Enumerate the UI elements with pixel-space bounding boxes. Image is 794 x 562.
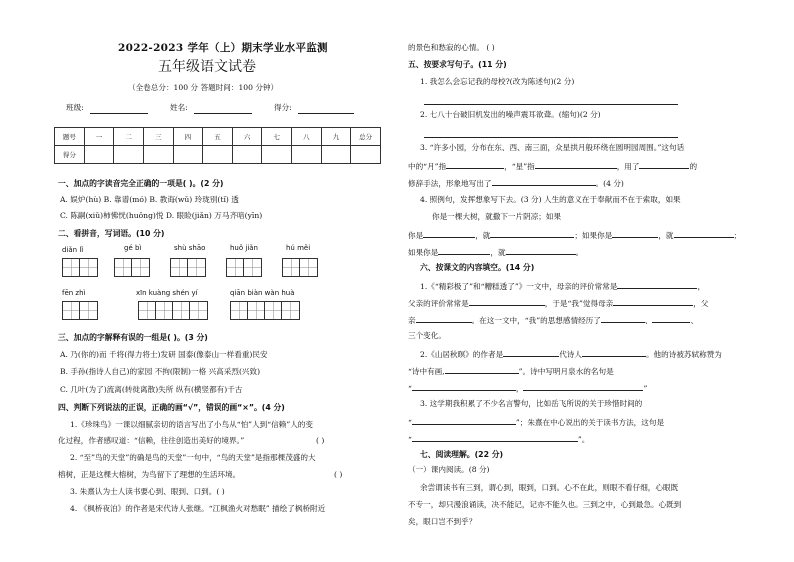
pinyin-label: shù shāo: [174, 244, 206, 252]
score-table-header: 九: [321, 128, 351, 146]
section-5-item-2: 2. 七八十台破旧机发出的噪声震耳欲聋。(缩句)(2 分): [420, 110, 601, 119]
text: ，就: [658, 231, 674, 240]
section-3-option-a: A. 乃(你的)而 千将(得力将士)发研 国泰(像泰山一样看重)民安: [60, 350, 268, 359]
section-4-item-1a: 1.《珍珠鸟》一课以细腻亲切的语言写出了小鸟从“怕”人到“信赖”人的变: [70, 420, 313, 429]
section-5-item-4a: 4. 照例句，发挥想象写下去。(3 分) 人生的意义在于奉献而不在于索取，如果: [420, 195, 681, 204]
section-6-item-1d: 三个变化。: [408, 331, 446, 340]
section-4-item-4: 4. 《枫桥夜泊》的作者是宋代诗人张继。“江枫渔火对愁眠” 描绘了枫桥附近: [70, 504, 326, 513]
text: 你是: [408, 231, 424, 240]
text: 。在这一文中，“我”的思想感情经历了: [471, 316, 601, 325]
exam-year-title: 2022-2023 学年（上）期末学业水平监测: [118, 42, 328, 54]
score-cell[interactable]: [203, 146, 233, 164]
text: ，就: [475, 231, 491, 240]
character-grid[interactable]: [226, 258, 262, 277]
text: 2.《山居秋暝》的作者是: [420, 350, 504, 359]
text: ，父: [693, 299, 709, 308]
section-6-item-1b: [408, 298, 708, 308]
section-2-heading: 二、看拼音，写词语。(10 分): [58, 229, 165, 238]
answer-line[interactable]: [424, 137, 678, 138]
pinyin-label: xīn kuàng shén yí: [136, 289, 198, 297]
text: 。: [575, 248, 584, 257]
text: “: [408, 384, 412, 393]
section-5-item-1: 1. 我怎么会忘记我的母校?(改为陈述句)(2 分): [420, 77, 575, 86]
section-6-item-2a: [420, 349, 722, 359]
section-6-item-1c: [408, 315, 698, 325]
score-table-header: 六: [232, 128, 262, 146]
answer-paren[interactable]: ( ): [334, 470, 343, 479]
blank[interactable]: [503, 349, 559, 357]
section-4-item-2a: 2. “至”鸟的天堂”的确是鸟的天堂”一句中，“鸟的天堂”是指那棵茂盛的大: [70, 453, 316, 462]
text: ；如果你是: [574, 231, 613, 240]
right-column: [408, 0, 753, 562]
text: 代诗人: [559, 350, 582, 359]
score-table-header: 总分: [351, 128, 381, 146]
text: 如果你是: [408, 248, 439, 257]
score-cell[interactable]: [262, 146, 292, 164]
blank[interactable]: [506, 247, 576, 255]
pinyin-label: fēn zhì: [62, 289, 86, 297]
section-7-heading: 七、阅读理解。(22 分): [420, 450, 504, 459]
text: ”；朱熹在中心说出的关于读书方法，这句是: [515, 418, 665, 427]
score-cell[interactable]: [232, 146, 262, 164]
section-5-item-4d: [408, 247, 583, 257]
text: 。(4 分): [595, 179, 624, 188]
section-1-heading: 一、加点的字读音完全正确的一项是( )。(2 分): [58, 179, 224, 188]
class-field[interactable]: [90, 113, 148, 114]
text: ，: [697, 282, 706, 291]
reading-passage-line: 矣，眼口岂不到乎？: [408, 517, 477, 526]
blank[interactable]: [438, 247, 490, 255]
score-cell[interactable]: [173, 146, 203, 164]
character-grid[interactable]: [138, 301, 208, 320]
blank[interactable]: [617, 281, 697, 289]
blank[interactable]: [639, 161, 689, 169]
text: ”。诗中写明月泉水的名句是: [518, 367, 614, 376]
left-column: [46, 0, 382, 562]
score-table: [54, 127, 381, 164]
blank[interactable]: [469, 298, 545, 306]
score-table-header: 一: [84, 128, 114, 146]
score-table-header: 七: [262, 128, 292, 146]
blank[interactable]: [423, 230, 475, 238]
blank[interactable]: [412, 417, 516, 425]
text: ，就: [490, 248, 506, 257]
character-grid[interactable]: [114, 258, 150, 277]
blank[interactable]: [652, 315, 690, 323]
text: ，用了: [616, 162, 640, 171]
section-6-item-1a: [420, 281, 705, 291]
text: 父亲的评价常常是: [408, 299, 469, 308]
blank[interactable]: [412, 383, 516, 391]
section-5-item-4c: [408, 230, 741, 240]
text: 1.《“精彩极了”和“糟糕透了”》一文中，母亲的评价常常是: [420, 282, 618, 291]
section-4-item-4-cont: 的景色和愁寂的心情。 ( ): [408, 43, 495, 52]
answer-paren[interactable]: ( ): [316, 436, 325, 445]
section-4-item-1b: 化过程，作者感叹道：“信赖，往往创造出美好的境界。”: [58, 436, 245, 445]
score-table-header: 八: [292, 128, 322, 146]
section-5-heading: 五、按要求写句子。(11 分): [408, 60, 507, 69]
answer-line[interactable]: [424, 104, 678, 105]
text: 、: [644, 316, 653, 325]
pinyin-label: qiān biàn wàn huà: [230, 289, 295, 297]
section-6-item-3b: [408, 417, 664, 427]
pinyin-label: huǒ jiǎn: [230, 244, 258, 252]
section-1-options-ab: A. 娱炉(hù) B. 靠谱(mó) B. 教诲(wǔ) 玲珑别(tǐ) 透: [60, 195, 239, 204]
reading-passage-line: 不专一，却只漫浪诵读，决不能记，记亦不能久也。三到之中，心到最急。心既到: [408, 500, 682, 509]
text: ”。: [577, 435, 590, 444]
section-5-item-3b: [408, 161, 697, 171]
character-grid[interactable]: [230, 301, 300, 320]
text: ，于是“我”觉得母亲: [544, 299, 614, 308]
text: 修辞手法，形象地写出了: [408, 179, 492, 188]
text: 。他的诗被苏轼称赞为: [645, 350, 722, 359]
blank[interactable]: [601, 315, 645, 323]
blank[interactable]: [445, 366, 519, 374]
text: ；: [733, 231, 742, 240]
blank[interactable]: [612, 230, 658, 238]
character-grid[interactable]: [62, 258, 98, 277]
text: ”: [643, 384, 648, 393]
section-3-heading: 三、加点的字解释有误的一组是( )。(3 分): [58, 333, 208, 342]
pinyin-label: gé bì: [124, 244, 142, 252]
section-5-item-4b: 你是一棵大树，就撒下一片阴凉；如果: [432, 212, 562, 221]
text: 、: [690, 316, 699, 325]
blank[interactable]: [582, 349, 646, 357]
section-5-item-3a: 3. “许多小园，分布在东、西、南三面，众星拱月般环绕在圆明园周围。”这句话: [420, 143, 685, 152]
score-cell[interactable]: [321, 146, 351, 164]
blank[interactable]: [492, 178, 596, 186]
score-table-header: 三: [143, 128, 173, 146]
text: “: [408, 435, 412, 444]
section-1-options-cd: C. 陈嗣(xiǔ)柿怫恍(huǒng)悦 D. 眼睑(jiǎn) 万马齐喑(yīn): [60, 211, 263, 220]
section-5-item-3c: [408, 178, 624, 188]
section-6-item-2c: [408, 383, 647, 393]
class-label: 班级:: [66, 103, 84, 112]
score-table-header: 题号: [55, 128, 85, 146]
blank[interactable]: [674, 230, 734, 238]
blank[interactable]: [416, 315, 472, 323]
blank[interactable]: [613, 298, 693, 306]
score-table-header: 五: [203, 128, 233, 146]
blank[interactable]: [490, 230, 574, 238]
score-table-header: 四: [173, 128, 203, 146]
score-cell[interactable]: [143, 146, 173, 164]
text: “: [408, 418, 412, 427]
text: 中的“月”指: [408, 162, 447, 171]
score-cell[interactable]: [114, 146, 144, 164]
exam-title: 五年级语文试卷: [158, 59, 256, 75]
section-3-option-b: B. 手孙(指诗人自己)的家园 不拘(限制)一格 兴高采烈(兴致): [60, 367, 261, 376]
section-6-item-2b: [408, 366, 614, 376]
score-table-score-row: [55, 146, 381, 164]
name-field[interactable]: [194, 113, 252, 114]
pinyin-label: hú měi: [286, 244, 311, 252]
score-row-label: 得分: [55, 146, 85, 164]
blank[interactable]: [412, 434, 578, 442]
score-cell[interactable]: [84, 146, 114, 164]
section-6-heading: 六、按课文的内容填空。(14 分): [420, 263, 535, 272]
section-4-item-3: 3. 朱熹认为士人读书要心到、眼到、口到。( ): [70, 487, 225, 496]
text: ，: [515, 384, 524, 393]
score-cell[interactable]: [351, 146, 381, 164]
score-label: 得分:: [274, 103, 292, 112]
blank[interactable]: [446, 161, 504, 169]
text: ，“星”指: [504, 162, 535, 171]
section-6-item-3c: [408, 434, 589, 444]
text: 的: [689, 162, 698, 171]
section-4-item-2b: 榕树，正是这棵大榕树，为鸟留下了理想的生活环境。: [58, 470, 241, 479]
section-3-option-c: C. 几叶(为了)流离(转徙离散)失所 纵有(横竖都有)千古: [60, 385, 243, 394]
pinyin-label: diǎn lǐ: [62, 246, 84, 254]
score-cell[interactable]: [292, 146, 322, 164]
section-6-item-3a: 3. 这学期我积累了不少名言警句，比如岳飞所说的关于珍惜时间的: [420, 399, 643, 408]
character-grid[interactable]: [62, 301, 98, 320]
character-grid[interactable]: [282, 258, 318, 277]
text: “诗中有画,: [408, 367, 445, 376]
score-table-header-row: [55, 128, 381, 146]
blank[interactable]: [523, 383, 643, 391]
exam-info: （全卷总分：100 分 答题时间：100 分钟）: [128, 83, 279, 92]
name-label: 姓名:: [170, 103, 188, 112]
score-table-header: 二: [114, 128, 144, 146]
text: 亲: [408, 316, 416, 325]
section-4-heading: 四、判断下列说法的正误，正确的画“√”，错误的画“×”。(4 分): [58, 403, 285, 412]
blank[interactable]: [535, 161, 617, 169]
score-field[interactable]: [298, 113, 354, 114]
character-grid[interactable]: [170, 258, 206, 277]
section-7-subheading: （一）课内阅读。(8 分): [408, 465, 490, 474]
reading-passage-line: 余尝谓读书有三到，谓心到，眼到，口到。心不在此，则眼不看仔细，心眼既: [420, 483, 679, 492]
